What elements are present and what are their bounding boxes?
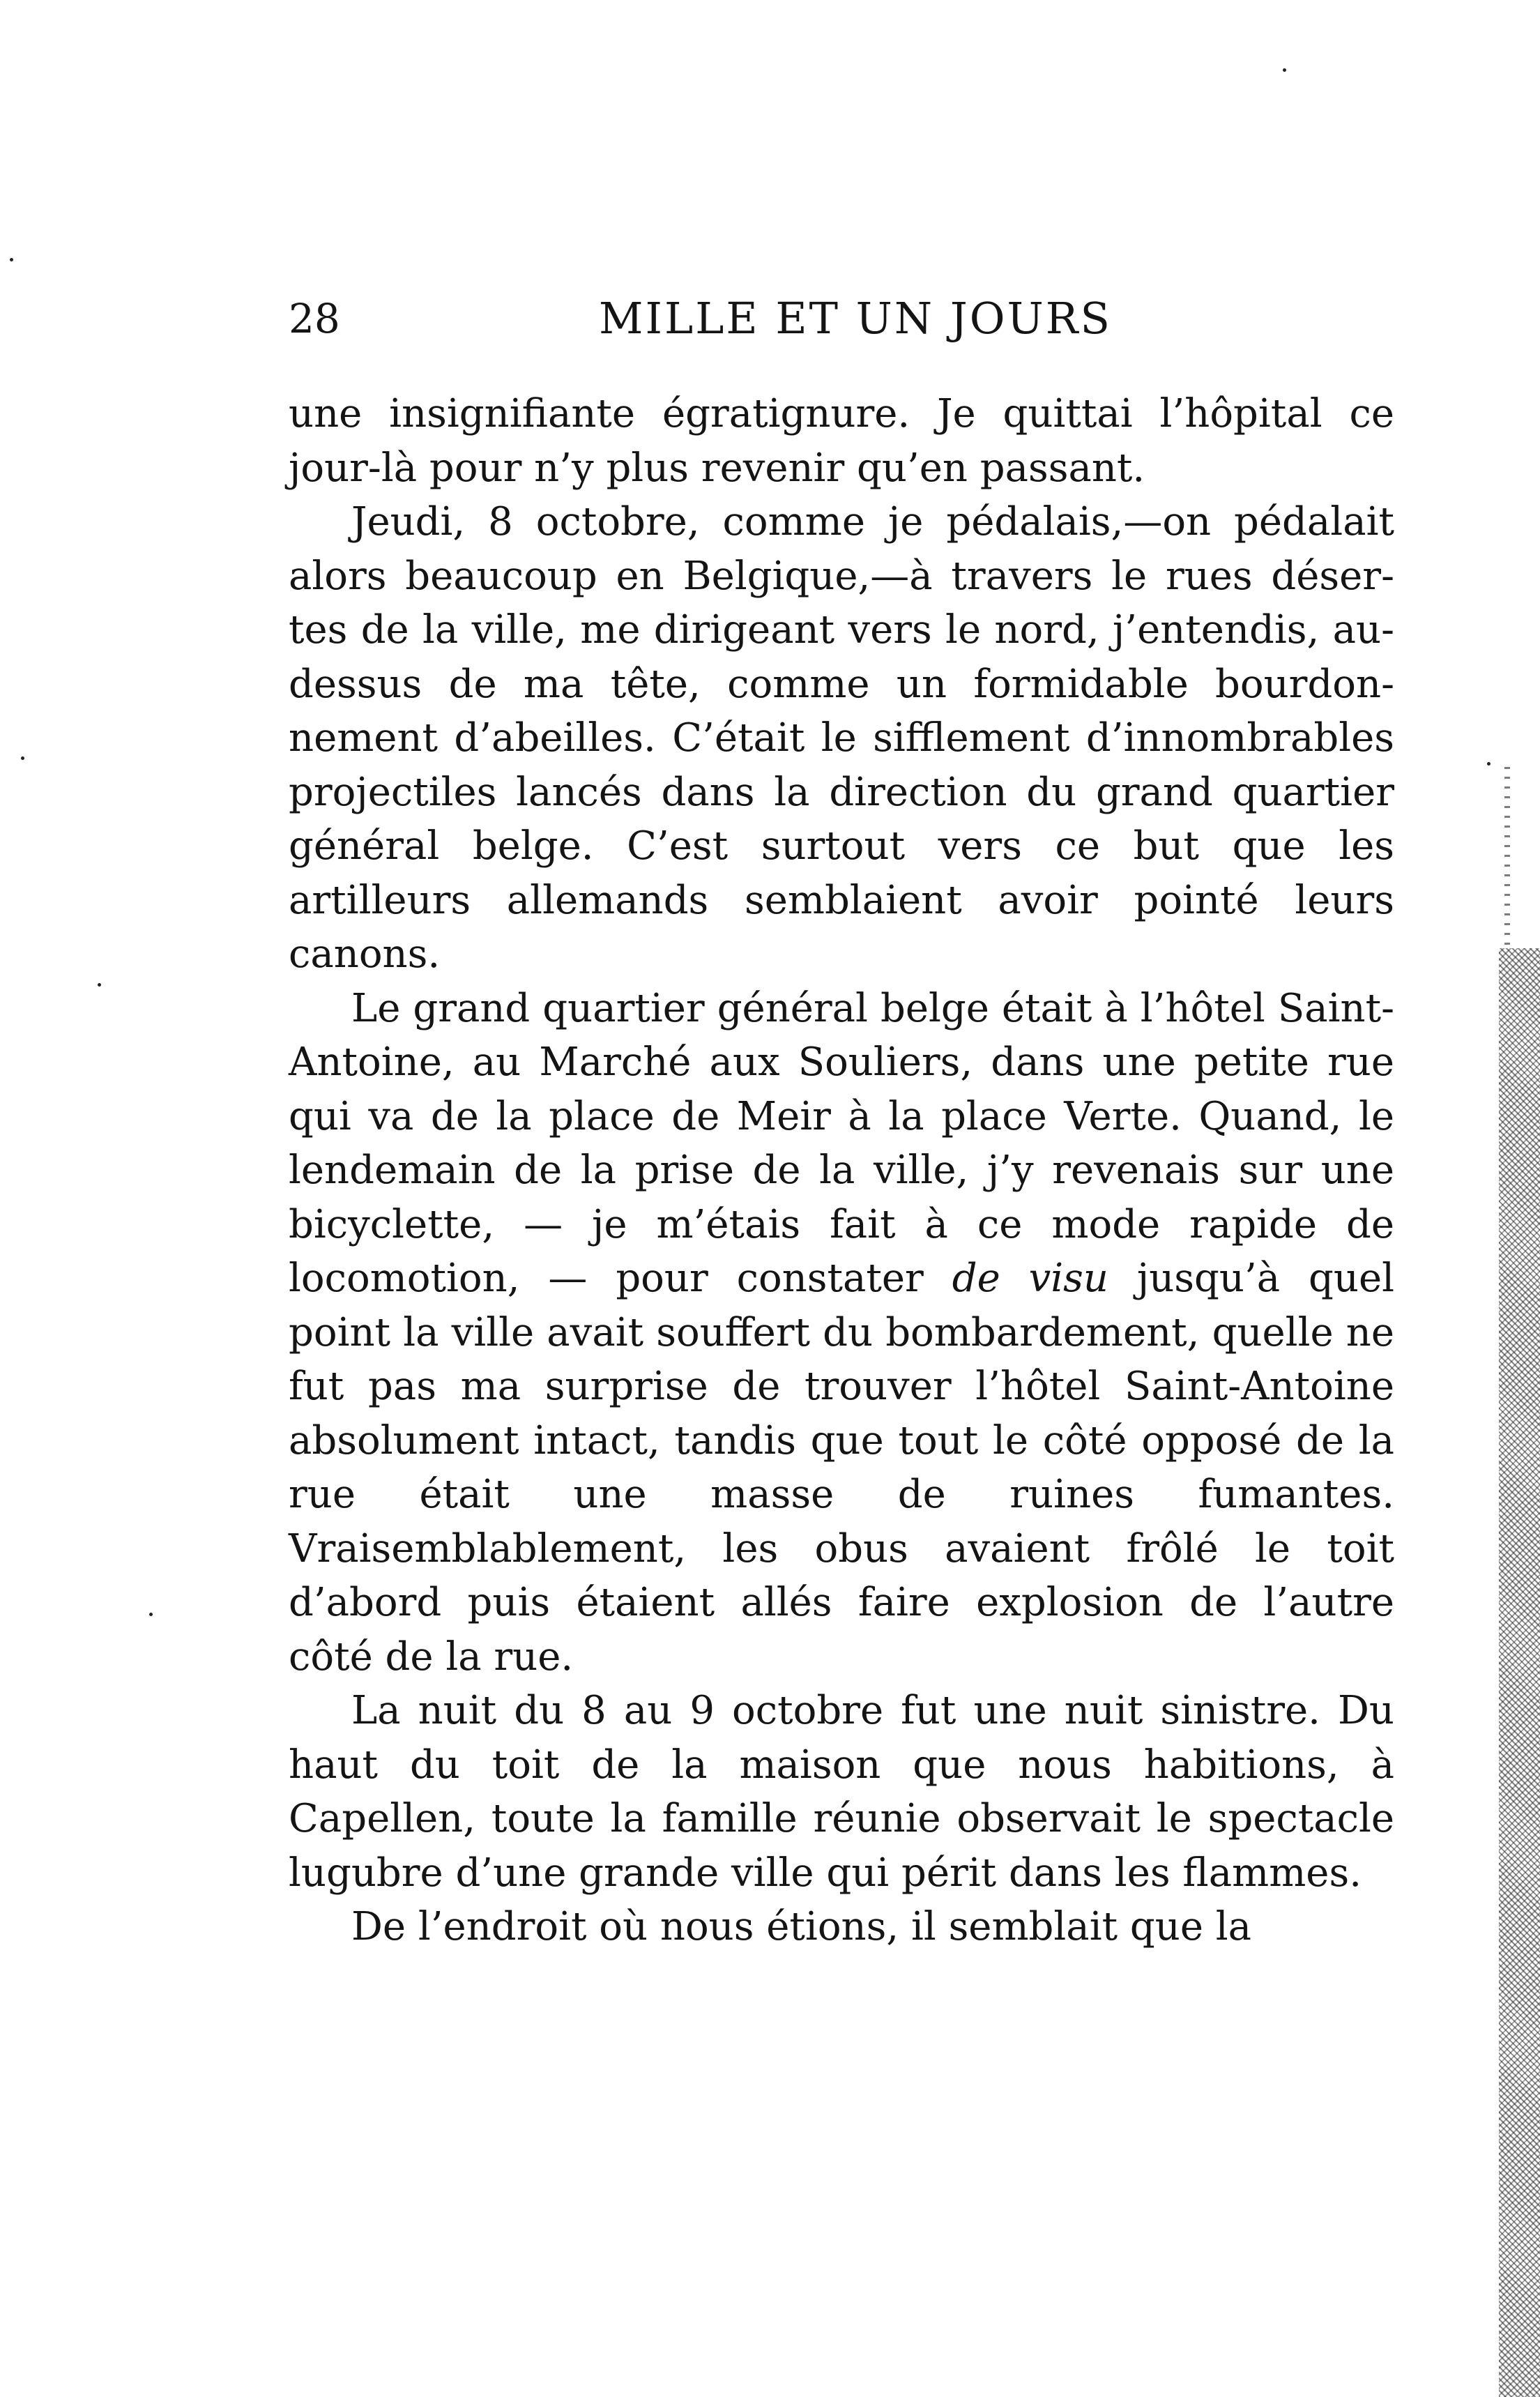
paragraph [289, 982, 1394, 1684]
page-number: 28 [289, 295, 340, 342]
scan-speck [98, 983, 101, 987]
paragraph: De l’endroit où nous étions, il semblait que la [351, 1904, 1252, 1949]
scan-speck [10, 258, 13, 261]
italic-phrase: de visu [952, 1256, 1108, 1301]
paragraph: La nuit du 8 au 9 octobre fut une nuit sinistre. Du haut du toit de la maison que nous habitions, à Capellen, toute la famille réunie observait le spectacle lugubre d’une grande ville qui périt dans les flammes. [289, 1688, 1394, 1896]
paragraph: Jeudi, 8 octobre, comme je pédalais,—on pédalait alors beaucoup en Belgique,—à travers le rues désertes de la ville, me dirigeant vers le nord, j’entendis, au-dessus de ma tête, comme un formidable bourdonnement d’abeilles. C’était le sifflement d’innombrables projectiles lancés dans la direction du grand quartier général belge. C’est surtout vers ce but que les artilleurs allemands semblaient avoir pointé leurs canons. [289, 499, 1394, 977]
running-head [289, 287, 1394, 350]
body-text [289, 387, 1394, 1954]
scan-speck [1487, 762, 1491, 766]
paragraph: une insignifiante égratignure. Je quittai l’hôpital ce jour-là pour n’y plus revenir qu’en passant. [289, 391, 1394, 491]
book-title: MILLE ET UN JOURS [599, 293, 1112, 344]
scan-speck [1283, 68, 1286, 72]
paragraph-text: jusqu’à quel point la ville avait souffert du bombardement, quelle ne fut pas ma surprise de trouver l’hôtel Saint-Antoine absolument intact, tandis que tout le côté opposé de la rue était une masse de ruines fumantes. Vraisemblablement, les obus avaient frôlé le toit d’abord puis étaient allés faire explosion de l’autre côté de la rue. [289, 1256, 1395, 1680]
scan-gutter-edge [1499, 948, 1540, 2397]
scan-speck [149, 1613, 153, 1616]
scan-speck [21, 756, 24, 760]
paragraph-text: Le grand quartier général belge était à l’hôtel Saint-Antoine, au Marché aux Souliers, dans une petite rue qui va de la place de Meir à la place Verte. Quand, le lendemain de la prise de la ville, j’y revenais sur une bicyclette, — je m’étais fait à ce mode rapide de locomotion, — pour constater [289, 985, 1394, 1301]
